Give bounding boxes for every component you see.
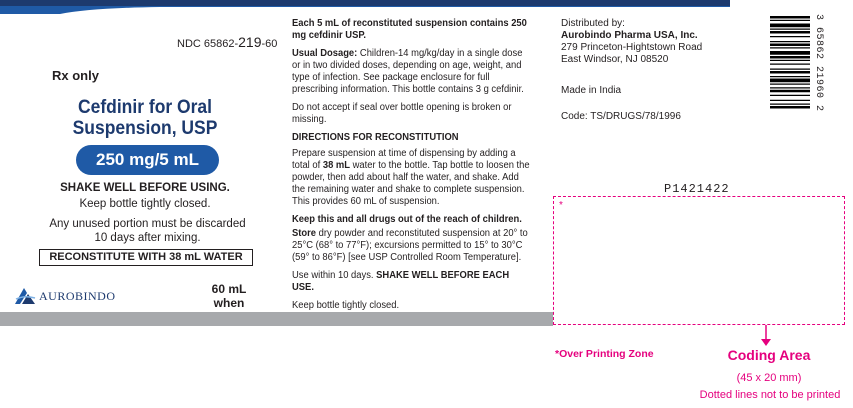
reconstitute-box: RECONSTITUTE WITH 38 mL WATER xyxy=(39,249,253,266)
company-logo xyxy=(14,287,116,305)
made-in-text: Made in India xyxy=(561,85,622,96)
barcode-bar xyxy=(770,36,810,37)
barcode-bar xyxy=(770,76,810,77)
distributed-by-label: Distributed by: xyxy=(561,18,625,29)
coding-area-title: Coding Area xyxy=(727,347,811,363)
barcode-bar xyxy=(770,24,810,28)
barcode-bar xyxy=(770,60,810,61)
shake-well-warning: SHAKE WELL BEFORE USING. xyxy=(60,182,230,194)
barcode-bar xyxy=(770,41,810,42)
barcode-bar xyxy=(770,56,810,59)
barcode-bar xyxy=(770,71,810,74)
storage-label: Store xyxy=(292,228,317,239)
barcode-bar xyxy=(770,104,810,105)
ndc-number xyxy=(177,34,277,50)
unused-line1: Any unused portion must be discarded xyxy=(49,218,246,230)
prepare-text xyxy=(292,148,533,208)
barcode-bar xyxy=(770,29,810,30)
directions-panel xyxy=(292,18,533,318)
barcode-bar xyxy=(770,31,810,34)
coding-area-box xyxy=(553,196,845,325)
barcode-bar xyxy=(770,79,810,83)
barcode-bar xyxy=(770,106,810,109)
storage-text xyxy=(292,228,533,264)
ndc-package-code: -60 xyxy=(261,38,278,50)
barcode-bar xyxy=(770,20,810,21)
usual-dosage-body: Children-14 mg/kg/day in a single dose or in two divided doses, depending on age, weight, and type of infection. See package enclosure for full prescribing information. This bottle contains 3 g cefdinir. xyxy=(292,48,524,95)
barcode-bar xyxy=(770,69,810,70)
unused-line2: 10 days after mixing. xyxy=(94,232,201,244)
prepare-text-c: water to the bottle. Tap bottle to loosen the powder, then add about half the water, and shake. Add the remaining water and shake to complete suspension. This provides 60 mL of suspension. xyxy=(292,160,530,207)
product-name xyxy=(39,97,251,139)
keep-closed-text: Keep bottle tightly closed. xyxy=(79,198,211,210)
keep-out-of-reach: Keep this and all drugs out of the reach of children. xyxy=(292,214,522,225)
principal-display-panel xyxy=(0,0,285,325)
distributor-address-2: East Windsor, NJ 08520 xyxy=(561,54,669,65)
ndc-product-code: 219 xyxy=(238,34,262,50)
seal-warning: Do not accept if seal over bottle opening is broken or missing. xyxy=(292,102,512,125)
rx-only-label: Rx only xyxy=(52,68,99,83)
distributor-panel xyxy=(561,18,731,122)
unused-portion-text xyxy=(25,217,270,245)
ndc-prefix: NDC 65862- xyxy=(177,38,239,50)
aurobindo-logo-icon xyxy=(14,287,36,305)
barcode-bar xyxy=(770,100,810,101)
volume-amount: 60 mL xyxy=(211,282,247,296)
storage-body: dry powder and reconstituted suspension at 20° to 25°C (68° to 77°F); excursions permitted to 15° to 30°C (59° to 86°F) [see USP Controlled Room Temperature]. xyxy=(292,228,528,263)
distributor-name: Aurobindo Pharma USA, Inc. xyxy=(561,30,698,41)
coding-area-note: Dotted lines not to be printed xyxy=(699,389,841,401)
barcode-bar xyxy=(770,87,810,88)
barcode-digits: 3 65862 21960 2 xyxy=(813,14,824,112)
barcode-bar xyxy=(770,44,810,47)
upc-barcode xyxy=(770,14,842,134)
barcode-bar xyxy=(770,47,810,48)
usual-dosage-text xyxy=(292,48,533,96)
prepare-water-amount: 38 mL xyxy=(322,160,351,171)
barcode-bar xyxy=(770,51,810,55)
shake-each-use: SHAKE WELL BEFORE EACH USE. xyxy=(292,270,510,293)
logo-text: AUROBINDO xyxy=(39,288,116,303)
barcode-bar xyxy=(770,90,810,93)
license-code: Code: TS/DRUGS/78/1996 xyxy=(561,111,681,122)
overprint-zone-label: *Over Printing Zone xyxy=(555,348,654,360)
volume-qualifier: when xyxy=(213,296,245,310)
strength-badge: 250 mg/5 mL xyxy=(76,145,219,175)
directions-heading: DIRECTIONS FOR RECONSTITUTION xyxy=(292,132,459,143)
product-name-line2: Suspension, USP xyxy=(72,118,218,139)
coding-area-size: (45 x 20 mm) xyxy=(736,372,802,384)
product-name-line1: Cefdinir for Oral xyxy=(77,97,213,118)
overprint-marker: * xyxy=(559,200,563,211)
each-5ml-text: Each 5 mL of reconstituted suspension contains 250 mg cefdinir USP. xyxy=(292,18,527,41)
use-within-text xyxy=(292,270,533,294)
barcode-bar xyxy=(770,95,810,96)
prepare-text-a: Prepare suspension at time of dispensing by adding a total of xyxy=(292,148,516,171)
barcode-bar xyxy=(770,16,810,19)
bottom-grey-band xyxy=(0,312,553,326)
barcode-bar xyxy=(770,64,810,65)
use-within-body: Use within 10 days. xyxy=(292,270,377,281)
barcode-bar xyxy=(770,84,810,85)
print-code: P1421422 xyxy=(664,182,730,196)
distributor-address-1: 279 Princeton-Hightstown Road xyxy=(561,42,703,53)
keep-closed-text-2: Keep bottle tightly closed. xyxy=(292,300,400,311)
usual-dosage-label: Usual Dosage: xyxy=(292,48,358,59)
